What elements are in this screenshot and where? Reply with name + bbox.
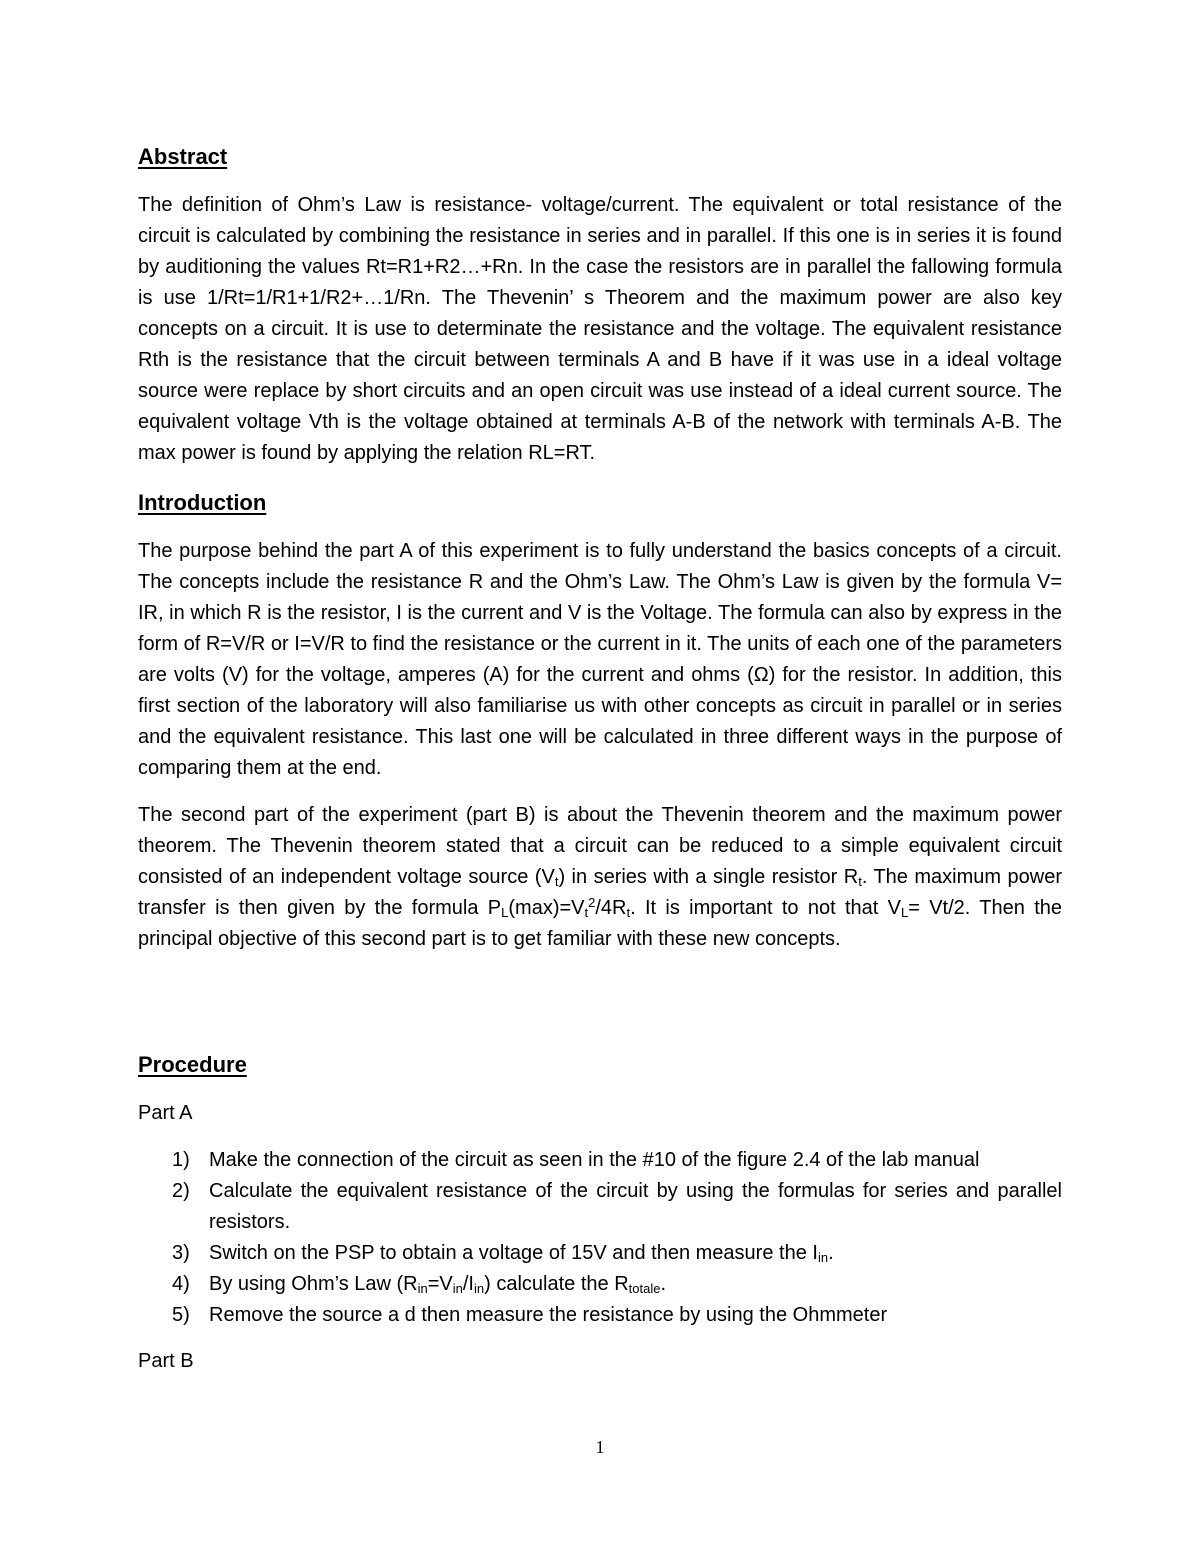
document-page bbox=[138, 0, 1062, 1553]
step-number: 4) bbox=[172, 1273, 190, 1295]
step-number: 1) bbox=[172, 1149, 190, 1171]
procedure-steps-list bbox=[138, 1145, 1062, 1331]
abstract-paragraph: The definition of Ohm’s Law is resistance- voltage/current. The equivalent or total resistance of the circuit is calculated by combining the resistance in series and in parallel. If this one is in series it is found by auditioning the values Rt=R1+R2…+Rn. In the case the resistors are in parallel the fallowing formula is use 1/Rt=1/R1+1/R2+…1/Rn. The Thevenin’ s Theorem and the maximum power are also key concepts on a circuit. It is use to determinate the resistance and the voltage. The equivalent resistance Rth is the resistance that the circuit between terminals A and B have if it was use in a ideal voltage source were replace by short circuits and an open circuit was use instead of a ideal current source. The equivalent voltage Vth is the voltage obtained at terminals A-B of the network with terminals A-B. The max power is found by applying the relation RL=RT. bbox=[138, 194, 1062, 464]
part-a-label: Part A bbox=[138, 1102, 193, 1124]
introduction-heading: Introduction bbox=[138, 490, 267, 515]
procedure-step-5 bbox=[138, 1300, 1062, 1331]
step-text: By using Ohm’s Law $(R_{in}=V_{in}/I_{in})$ calculate the $R_{totale}$. bbox=[209, 1273, 667, 1296]
introduction-paragraph-1: The purpose behind the part A of this experiment is to fully understand the basics concepts of a circuit. The concepts include the resistance R and the Ohm’s Law. The Ohm’s Law is given by the formula V= IR, in which R is the resistor, I is the current and V is the Voltage. The formula can also by express in the form of R=V/R or I=V/R to find the resistance or the current in it. The units of each one of the parameters are volts (V) for the voltage, amperes (A) for the current and ohms (Ω) for the resistor. In addition, this first section of the laboratory will also familiarise us with other concepts as circuit in parallel or in series and the equivalent resistance. This last one will be calculated in three different ways in the purpose of comparing them at the end. bbox=[138, 540, 1062, 779]
page-number: 1 bbox=[595, 1437, 605, 1457]
procedure-step-3 bbox=[138, 1238, 1062, 1269]
step-number: 3) bbox=[172, 1242, 190, 1264]
step-text: Make the connection of the circuit as seen in the #10 of the figure 2.4 of the lab manual bbox=[209, 1149, 980, 1171]
step-text: Calculate the equivalent resistance of the circuit by using the formulas for series and parallel resistors. bbox=[209, 1180, 1062, 1233]
step-text: Switch on the PSP to obtain a voltage of 15V and then measure the $I_{in}$. bbox=[209, 1242, 834, 1265]
procedure-step-1 bbox=[138, 1145, 1062, 1176]
procedure-heading: Procedure bbox=[138, 1052, 247, 1077]
procedure-step-4 bbox=[138, 1269, 1062, 1300]
abstract-heading: Abstract bbox=[138, 144, 228, 169]
procedure-step-2 bbox=[138, 1176, 1062, 1238]
step-number: 5) bbox=[172, 1304, 190, 1326]
step-text: Remove the source a d then measure the resistance by using the Ohmmeter bbox=[209, 1304, 888, 1326]
part-b-label: Part B bbox=[138, 1350, 194, 1372]
step-number: 2) bbox=[172, 1180, 190, 1202]
introduction-paragraph-2: The second part of the experiment (part B) is about the Thevenin theorem and the maximum power theorem. The Thevenin theorem stated that a circuit can be reduced to a simple equivalent circuit consisted of an independent voltage source $(V_t)$ in series with a single resistor $R_t$. The maximum power transfer is then given by the formula $P_L(\max)=V_t^2/4R_t$. It is important to not that $V_L= Vt/2$. Then the principal objective of this second part is to get familiar with these new concepts. bbox=[138, 804, 1063, 950]
